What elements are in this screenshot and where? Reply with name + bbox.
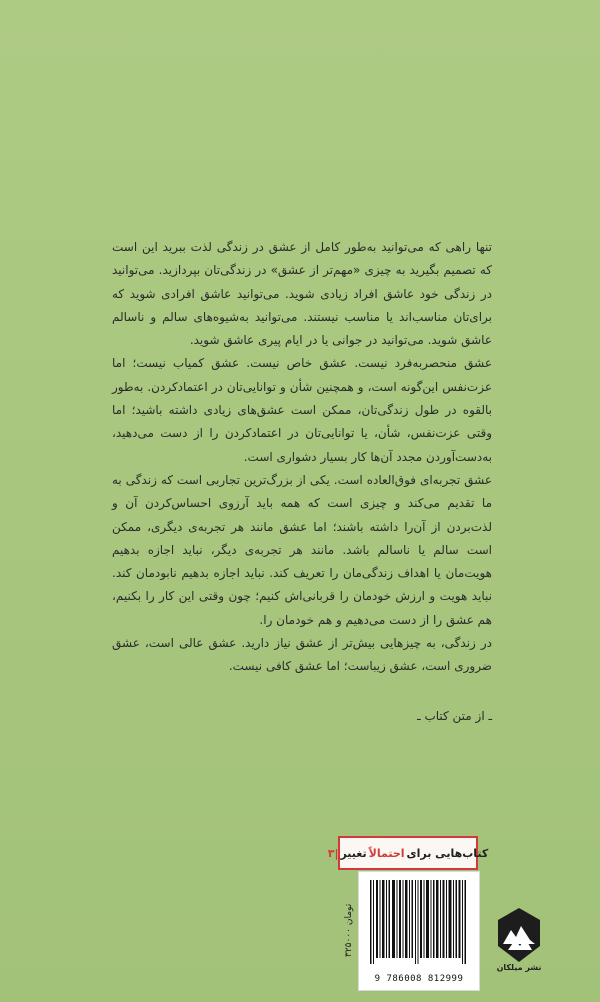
blurb-paragraph-4: در زندگی، به چیزهایی بیش‌تر از عشق نیاز دارید. عشق عالی است، عشق ضروری است، عشق زیباست؛ اما عشق کافی نیست. [112,636,492,674]
blurb-paragraph-3: عشق تجربه‌ای فوق‌العاده است. یکی از بزرگ‌ترین تجاربی است که زندگی به ما تقدیم می‌کند و چیزی است که همه باید آرزوی احساس‌کردن آن و لذت‌بردن از آن‌را داشته باشند؛ اما عشق مانند هر تجربه‌ی دیگری، ممکن است سالم یا ناسالم باشد. مانند هر تجربه‌ی دیگر، نباید اجازه بدهیم هویت‌مان یا اهداف زندگی‌مان را تعریف کند. نباید اجازه بدهیم نابودمان کند. نباید هویت و ارزش خودمان را قربانی‌اش کنیم؛ چون وقتی این کار را بکنیم، هم عشق را از دست می‌دهیم و هم خودمان را. [112,472,492,627]
blurb-paragraph-1: تنها راهی که می‌توانید به‌طور کامل از عشق در زندگی لذت ببرید این است که تصمیم بگیرید به چیزی «مهم‌تر از عشق» در زندگی‌تان بپردازید. می‌توانید در زندگی خود عاشق افراد زیادی شوید. می‌توانید عاشق افرادی شوید که برای‌تان مناسب‌اند یا مناسب نیستند. می‌توانید به‌شیوه‌های سالم و ناسالم عاشق شوید. می‌توانید در جوانی یا در ایام پیری عاشق شوید. [112,240,492,348]
mountains-logo-icon [494,906,544,964]
series-banner [327,836,489,870]
blurb-text [112,236,492,679]
barcode [358,871,480,991]
series-highlight: احتمالاً [368,846,405,860]
barcode-bars [366,878,474,970]
blurb-paragraph-2: عشق منحصربه‌فرد نیست. عشق خاص نیست. عشق کمیاب نیست؛ اما عزت‌نفس این‌گونه است، و همچنین شأن و توانایی‌تان در اعتمادکردن. به‌طور بالقوه در طول زندگی‌تان، ممکن است عشق‌های زیادی داشته باشید؛ اما وقتی عزت‌نفس، شأن، یا توانایی‌تان در اعتمادکردن را از دست می‌دهید، به‌دست‌آوردن مجدد آن‌ها کار بسیار دشواری است. [112,356,492,464]
series-number: |۳ [327,846,339,860]
publisher-name: نشر میلکان [496,963,542,972]
series-suffix: تغییر [340,846,367,860]
price-label: ۳۲۵۰۰۰ تومان [344,903,354,957]
isbn-number: 9 786008 812999 [374,974,464,984]
source-note: ـ از متن کتاب ـ [417,709,492,723]
series-prefix: کتاب‌هایی برای [406,846,489,860]
